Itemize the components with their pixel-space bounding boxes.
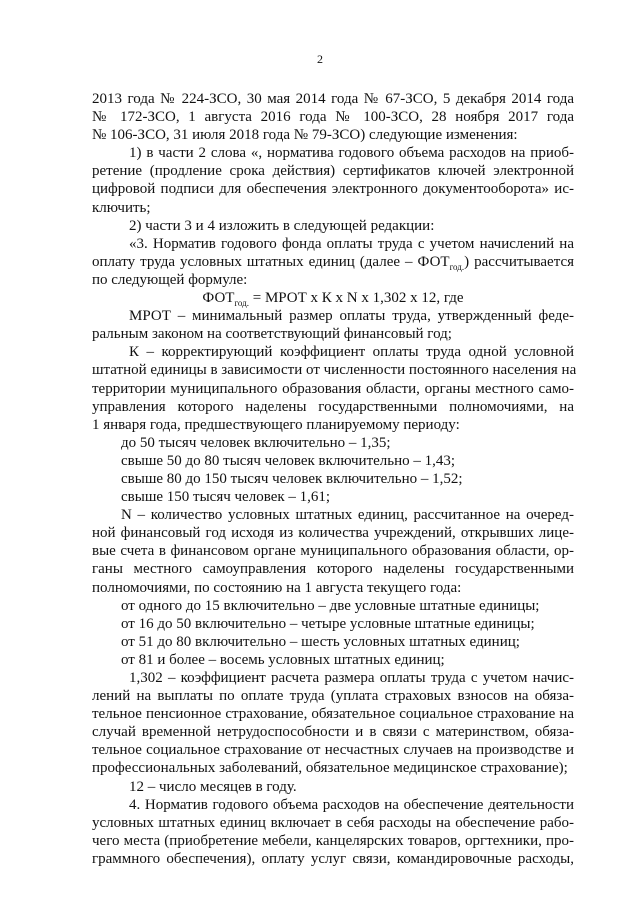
text-line: цифровой подписи для обеспечения электронного документооборота» ис- <box>92 181 574 198</box>
text-line: управления которого наделены государственными полномочиями, на <box>92 398 574 415</box>
text-line: условных штатных единиц включает в себя расходы на обеспечение рабо- <box>92 814 574 831</box>
text-line: профессиональных заболеваний, обязательное медицинское страхование); <box>92 760 568 777</box>
text-line: ной финансовый год исходя из количества учреждений, открывших лице- <box>92 525 574 542</box>
page-number: 2 <box>317 52 323 66</box>
text-line: вые счета в финансовом органе муниципального образования области, ор- <box>92 543 574 560</box>
text-line: тельное пенсионное страхование, обязательное социальное страхование на <box>92 706 574 723</box>
text-line: штатной единицы в зависимости от численности постоянного населения на <box>92 362 577 379</box>
list-item: от одного до 15 включительно – две условные штатные единицы; <box>121 597 540 614</box>
text-line: МРОТ – минимальный размер оплаты труда, утвержденный феде- <box>129 308 574 325</box>
text-line: «3. Норматив годового фонда оплаты труда с учетом начислений на <box>129 235 574 252</box>
text-line: 2) части 3 и 4 изложить в следующей редакции: <box>129 217 435 234</box>
list-item: свыше 80 до 150 тысяч человек включительно – 1,52; <box>121 470 463 487</box>
text-line-with-subscript <box>92 253 574 271</box>
text-line: полномочиями, по состоянию на 1 августа текущего года: <box>92 579 462 596</box>
subscript: год. <box>234 298 249 309</box>
text-line: № 172-ЗСО, 1 августа 2016 года № 100-ЗСО, 28 ноября 2017 года <box>92 109 574 126</box>
text-line: территории муниципального образования области, органы местного само- <box>92 380 574 397</box>
text-line: 1,302 – коэффициент расчета размера оплаты труда с учетом начис- <box>129 670 574 686</box>
text-line: № 106-ЗСО, 31 июля 2018 года № 79-ЗСО) следующие изменения: <box>92 127 518 144</box>
text-line: К – корректирующий коэффициент оплаты труда одной условной <box>129 344 574 361</box>
text-line: ключить; <box>92 199 151 216</box>
text-part: ) рассчитывается <box>464 253 574 270</box>
text-line: лений на выплаты по оплате труда (уплата страховых взносов на обяза- <box>92 688 574 705</box>
list-item: от 51 до 80 включительно – шесть условных штатных единиц; <box>121 633 520 650</box>
list-item: до 50 тысяч человек включительно – 1,35; <box>121 434 391 451</box>
text-line: чего места (приобретение мебели, канцелярских товаров, оргтехники, про- <box>92 832 574 849</box>
formula <box>92 289 574 307</box>
text-line: 12 – число месяцев в году. <box>129 778 297 795</box>
text-line: по следующей формуле: <box>92 271 248 288</box>
text-line: ральным законом на соответствующий финансовый год; <box>92 326 452 343</box>
text-line: 2013 года № 224-ЗСО, 30 мая 2014 года № 67-ЗСО, 5 декабря 2014 года <box>92 91 574 107</box>
text-line: N – количество условных штатных единиц, рассчитанное на очеред- <box>121 507 574 524</box>
text-line: граммного обеспечения), оплату услуг связи, командировочные расходы, <box>92 850 574 867</box>
text-line: 1) в части 2 слова «, норматива годового объема расходов на приоб- <box>129 145 574 162</box>
subscript: год. <box>449 261 465 272</box>
text-line: ганы местного самоуправления которого наделены государственными <box>92 561 574 578</box>
document-body <box>92 90 577 868</box>
formula-part: = МРОТ x К x N x 1,302 x 12, где <box>248 290 464 307</box>
text-line: 4. Норматив годового объема расходов на обеспечение деятельности <box>129 796 574 813</box>
formula-part: ФОТ <box>202 290 235 307</box>
text-line: 1 января года, предшествующего планируемому периоду: <box>92 416 460 433</box>
text-line: ретение (продление срока действия) сертификатов ключей электронной <box>92 163 574 180</box>
list-item: от 16 до 50 включительно – четыре условные штатные единицы; <box>121 615 535 632</box>
text-line: тельное социальное страхование от несчастных случаев на производстве и <box>92 742 574 759</box>
list-item: от 81 и более – восемь условных штатных единиц; <box>121 651 445 668</box>
text-part: оплату труда условных штатных единиц (далее – ФОТ <box>92 253 450 270</box>
list-item: свыше 150 тысяч человек – 1,61; <box>121 489 331 506</box>
list-item: свыше 50 до 80 тысяч человек включительно – 1,43; <box>121 452 456 469</box>
text-line: случай временной нетрудоспособности и в связи с материнством, обяза- <box>92 724 574 741</box>
